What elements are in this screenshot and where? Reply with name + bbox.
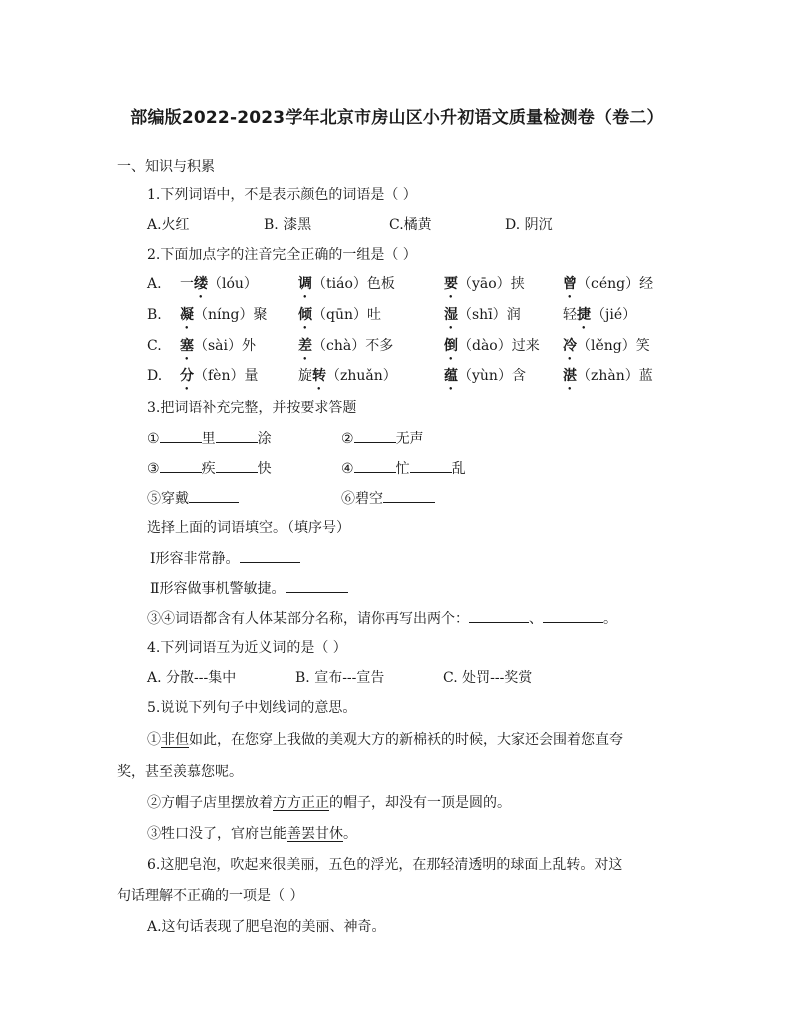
pinyin-text: （fèn） xyxy=(194,368,245,384)
pinyin-item xyxy=(298,366,397,393)
question-4-stem: 4.下列词语互为近义词的是（ ） xyxy=(147,640,347,656)
word-part: 轻 xyxy=(563,307,577,323)
dotted-character: 差 xyxy=(298,338,312,354)
pinyin-item xyxy=(563,274,653,301)
dotted-character: 倾 xyxy=(298,307,312,323)
pinyin-text: （níng） xyxy=(194,307,254,323)
pinyin-item xyxy=(444,336,540,363)
row-label: B. xyxy=(147,307,162,323)
word-part: 经 xyxy=(639,276,654,292)
sentence-1: ①非但如此，在您穿上我做的美观大方的新棉袄的时候，大家还会围着您直夸 xyxy=(147,732,623,748)
pinyin-text: （sài） xyxy=(194,338,243,354)
word-part: 色板 xyxy=(366,276,395,292)
underlined-word: 非但 xyxy=(161,732,189,748)
underlined-word: 善罢甘休 xyxy=(287,826,343,842)
underlined-word: 方方正正 xyxy=(273,795,329,811)
question-6-stem: 6.这肥皂泡，吹起来很美丽，五色的浮光，在那轻清透明的球面上乱转。对这 xyxy=(147,857,623,873)
dotted-character: 蕴 xyxy=(444,368,458,384)
pinyin-item xyxy=(180,274,258,301)
idiom-5: ⑤穿戴 xyxy=(147,488,239,509)
question-3-stem: 3.把词语补充完整，并按要求答题 xyxy=(147,400,357,416)
option-b: B. 漆黑 xyxy=(264,217,312,233)
fill-item-1: Ⅰ形容非常静。 xyxy=(150,548,300,569)
dotted-character: 凝 xyxy=(180,307,194,323)
option-d: D. 阴沉 xyxy=(505,217,553,233)
word-part: 笑 xyxy=(635,338,650,354)
pinyin-text: （dào） xyxy=(458,338,512,354)
question-6-option-a: A.这句话表现了肥皂泡的美丽、神奇。 xyxy=(147,919,386,935)
question-5-stem: 5.说说下列句子中划线词的意思。 xyxy=(147,700,357,716)
dotted-character: 分 xyxy=(180,368,194,384)
sentence-2: ②方帽子店里摆放着方方正正的帽子，却没有一顶是圆的。 xyxy=(147,795,511,811)
page-title: 部编版2022-2023学年北京市房山区小升初语文质量检测卷（卷二） xyxy=(130,108,664,128)
dotted-character: 要 xyxy=(444,276,458,292)
dotted-character: 湿 xyxy=(444,307,458,323)
word-part: 挟 xyxy=(510,276,525,292)
dotted-character: 捷 xyxy=(577,307,591,323)
word-part: 旋 xyxy=(298,368,312,384)
word-part: 含 xyxy=(511,368,526,384)
pinyin-text: （chà） xyxy=(312,338,366,354)
option-c: C.橘黄 xyxy=(389,217,432,233)
pinyin-text: （lóu） xyxy=(208,276,258,292)
question-6-stem-continued: 句话理解不正确的一项是（ ） xyxy=(117,888,304,904)
option-a: A. 分散---集中 xyxy=(147,670,237,686)
pinyin-item xyxy=(563,305,636,332)
sentence-3: ③牲口没了，官府岂能善罢甘休。 xyxy=(147,826,357,842)
word-part: 润 xyxy=(506,307,521,323)
dotted-character: 调 xyxy=(298,276,312,292)
idiom-2: ② 无声 xyxy=(341,428,424,449)
pinyin-text: （yùn） xyxy=(458,368,512,384)
dotted-character: 湛 xyxy=(563,368,577,384)
word-part: 不多 xyxy=(365,338,394,354)
section-heading: 一、知识与积累 xyxy=(117,159,215,175)
pinyin-item xyxy=(444,305,521,332)
pinyin-text: （zhuǎn） xyxy=(326,368,397,384)
pinyin-item xyxy=(563,336,650,363)
pinyin-text: （yāo） xyxy=(458,276,511,292)
word-part: 聚 xyxy=(253,307,268,323)
pinyin-item xyxy=(563,366,653,393)
pinyin-item xyxy=(298,305,381,332)
fill-instruction: 选择上面的词语填空。（填序号） xyxy=(147,520,350,536)
pinyin-text: （qūn） xyxy=(312,307,367,323)
option-c: C. 处罚---奖赏 xyxy=(443,670,533,686)
question-1-stem: 1.下列词语中，不是表示颜色的词语是（ ） xyxy=(147,187,417,203)
dotted-character: 冷 xyxy=(563,338,577,354)
word-part: 吐 xyxy=(367,307,381,323)
row-label: A. xyxy=(147,276,162,292)
word-part: 外 xyxy=(242,338,257,354)
idiom-3: ③ 疾 快 xyxy=(147,458,272,479)
pinyin-text: （jié） xyxy=(591,307,637,323)
dotted-character: 倒 xyxy=(444,338,458,354)
word-part: 过来 xyxy=(511,338,540,354)
fill-item-3: ③④词语都含有人体某部分名称，请你再写出两个： 、 。 xyxy=(147,608,617,629)
dotted-character: 缕 xyxy=(194,276,208,292)
idiom-6: ⑥碧空 xyxy=(341,488,435,509)
sentence-1-continued: 奖，甚至羡慕您呢。 xyxy=(117,764,243,780)
dotted-character: 转 xyxy=(312,368,326,384)
option-b: B. 宣布---宣告 xyxy=(295,670,385,686)
word-part: 量 xyxy=(244,368,259,384)
pinyin-item xyxy=(444,274,525,301)
pinyin-text: （zhàn） xyxy=(577,368,639,384)
option-a: A.火红 xyxy=(147,217,190,233)
idiom-4: ④ 忙 乱 xyxy=(341,458,466,479)
pinyin-text: （shī） xyxy=(458,307,507,323)
word-part: 蓝 xyxy=(638,368,653,384)
pinyin-item xyxy=(298,274,395,301)
pinyin-item xyxy=(180,366,258,393)
idiom-1: ① 里 涂 xyxy=(147,428,272,449)
dotted-character: 塞 xyxy=(180,338,194,354)
row-label: C. xyxy=(147,338,162,354)
pinyin-item xyxy=(298,336,393,363)
dotted-character: 曾 xyxy=(563,276,577,292)
pinyin-item xyxy=(180,336,256,363)
pinyin-text: （lěng） xyxy=(577,338,636,354)
pinyin-text: （tiáo） xyxy=(312,276,367,292)
question-2-stem: 2.下面加点字的注音完全正确的一组是（ ） xyxy=(147,247,417,263)
pinyin-item xyxy=(180,305,267,332)
row-label: D. xyxy=(147,368,163,384)
word-part: 一 xyxy=(180,276,194,292)
pinyin-text: （céng） xyxy=(577,276,640,292)
fill-item-2: Ⅱ形容做事机警敏捷。 xyxy=(150,578,348,599)
pinyin-item xyxy=(444,366,526,393)
